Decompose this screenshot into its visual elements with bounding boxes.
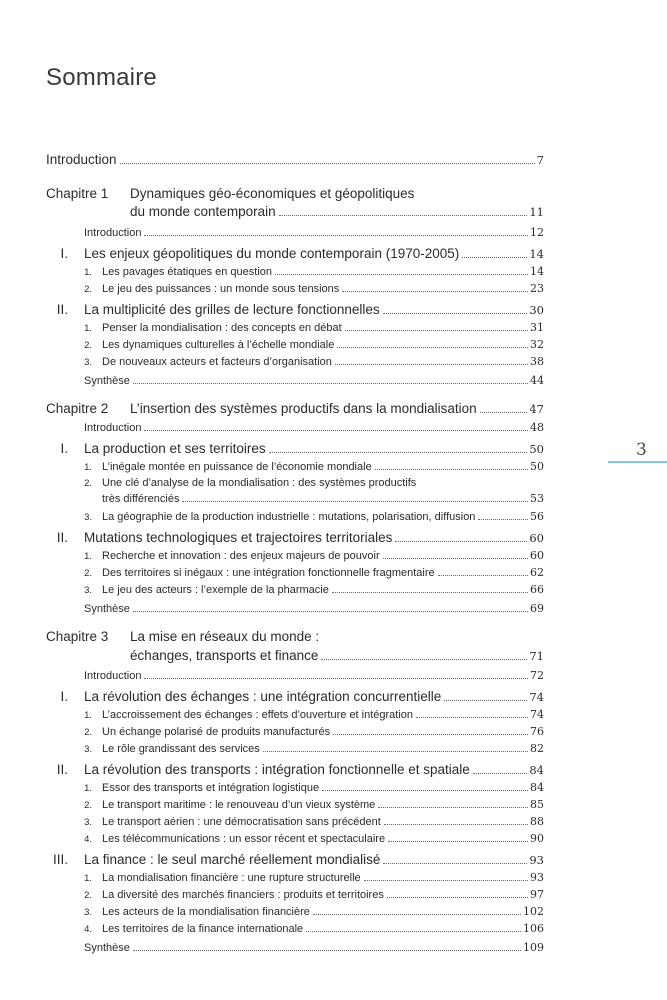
item-number: 2.	[84, 284, 92, 295]
leader-dots	[383, 558, 528, 559]
section-heading[interactable]	[46, 762, 544, 777]
chapter-label: Chapitre 3	[46, 629, 109, 644]
page-title: Sommaire	[46, 64, 157, 91]
leader-dots	[480, 412, 528, 413]
item-number: 3.	[84, 512, 92, 523]
toc-item[interactable]	[46, 510, 544, 523]
item-number: 4.	[84, 924, 92, 935]
entry-label: Introduction	[84, 422, 142, 434]
item-label: L’accroissement des échanges : effets d’ouverture et intégration	[102, 709, 414, 721]
folio-accent-rule	[608, 461, 667, 463]
section-label: La révolution des transports : intégration fonctionnelle et spatiale	[84, 762, 470, 777]
page-number: 74	[529, 690, 544, 704]
leader-dots	[313, 914, 521, 915]
leader-dots	[279, 215, 528, 216]
item-number: 1.	[84, 710, 92, 721]
page-number: 32	[530, 338, 544, 351]
item-label: Le jeu des puissances : un monde sous tensions	[102, 283, 340, 295]
section-label: La révolution des échanges : une intégration concurrentielle	[84, 689, 442, 704]
toc-item[interactable]	[46, 708, 544, 721]
page-number: 82	[530, 742, 544, 755]
leader-dots	[321, 659, 527, 660]
leader-dots	[263, 751, 528, 752]
page-number: 102	[523, 905, 544, 918]
item-label: Le jeu des acteurs : l’exemple de la pharmacie	[102, 584, 329, 596]
leader-dots	[395, 541, 527, 542]
toc-item[interactable]	[46, 871, 544, 884]
chapter-title-line2: du monde contemporain	[130, 204, 276, 219]
section-number: I.	[60, 246, 68, 261]
page-number: 69	[530, 602, 544, 615]
leader-dots	[322, 790, 528, 791]
page-number: 38	[530, 355, 544, 368]
page-number: 30	[529, 303, 544, 317]
page-number: 62	[530, 566, 544, 579]
toc-item[interactable]	[46, 781, 544, 794]
chapter-title-line2: échanges, transports et finance	[130, 648, 319, 663]
leader-dots	[342, 291, 528, 292]
page-number: 23	[530, 282, 544, 295]
item-label: Les pavages étatiques en question	[102, 266, 273, 278]
item-number: 1.	[84, 551, 92, 562]
item-number: 1.	[84, 462, 92, 473]
leader-dots	[388, 841, 528, 842]
leader-dots	[478, 519, 528, 520]
toc-entry-synthese[interactable]	[46, 941, 544, 954]
item-number: 3.	[84, 744, 92, 755]
page-number: 56	[530, 510, 544, 523]
leader-dots	[438, 575, 528, 576]
page-number: 109	[523, 941, 544, 954]
section-heading[interactable]	[46, 302, 544, 317]
toc-item[interactable]	[46, 282, 544, 295]
item-number: 4.	[84, 834, 92, 845]
item-label: Un échange polarisé de produits manufacturés	[102, 726, 331, 738]
item-label: De nouveaux acteurs et facteurs d’organisation	[102, 356, 332, 368]
item-label-line2: très différenciés	[102, 493, 180, 505]
item-number: 2.	[84, 890, 92, 901]
chapter-2-heading[interactable]	[46, 401, 544, 416]
leader-dots	[120, 163, 535, 164]
page-number: 85	[530, 798, 544, 811]
item-label: Le rôle grandissant des services	[102, 743, 260, 755]
item-number: 1.	[84, 323, 92, 334]
entry-label: Introduction	[84, 227, 142, 239]
leader-dots	[332, 592, 528, 593]
item-number: 3.	[84, 585, 92, 596]
toc-entry-synthese[interactable]	[46, 602, 544, 615]
leader-dots	[269, 452, 528, 453]
page-number: 7	[536, 153, 544, 167]
page-number: 97	[530, 888, 544, 901]
item-label: Les dynamiques culturelles à l’échelle mondiale	[102, 339, 335, 351]
page-number: 84	[530, 781, 544, 794]
item-label: Les télécommunications : un essor récent et spectaculaire	[102, 833, 386, 845]
leader-dots	[473, 773, 528, 774]
item-label: Essor des transports et intégration logistique	[102, 782, 320, 794]
page-number: 72	[530, 669, 544, 682]
toc-item[interactable]	[46, 742, 544, 755]
page-number: 90	[530, 832, 544, 845]
entry-label: Synthèse	[84, 603, 130, 615]
toc-item[interactable]	[46, 922, 544, 935]
item-label: Les territoires de la finance internationale	[102, 923, 304, 935]
leader-dots	[306, 931, 521, 932]
page-number: 53	[530, 492, 544, 505]
toc-item[interactable]	[46, 832, 544, 845]
item-number: 2.	[84, 568, 92, 579]
page-number: 50	[529, 442, 544, 456]
entry-label: Introduction	[84, 670, 142, 682]
leader-dots	[375, 469, 528, 470]
toc-item[interactable]	[46, 460, 544, 473]
leader-dots	[378, 807, 528, 808]
page-number: 60	[529, 531, 544, 545]
page-number: 12	[530, 226, 544, 239]
page-folio-number: 3	[636, 440, 647, 460]
leader-dots	[416, 717, 528, 718]
leader-dots	[275, 274, 528, 275]
leader-dots	[144, 678, 528, 679]
page-number: 93	[530, 871, 544, 884]
page-number: 48	[530, 421, 544, 434]
entry-label: Synthèse	[84, 375, 130, 387]
item-label: La géographie de la production industrielle : mutations, polarisation, diffusion	[102, 511, 476, 523]
leader-dots	[384, 824, 528, 825]
page-number: 93	[529, 853, 544, 867]
section-heading[interactable]	[46, 530, 544, 545]
item-label: L’inégale montée en puissance de l’économie mondiale	[102, 461, 372, 473]
page-number: 88	[530, 815, 544, 828]
chapter-3-heading[interactable]	[46, 629, 544, 644]
leader-dots	[133, 611, 528, 612]
page-number: 47	[529, 402, 544, 416]
chapter-title: L’insertion des systèmes productifs dans la mondialisation	[130, 401, 477, 416]
toc-item[interactable]	[46, 725, 544, 738]
toc-item[interactable]	[46, 338, 544, 351]
section-heading[interactable]	[46, 689, 544, 704]
page-number: 14	[530, 265, 544, 278]
leader-dots	[133, 950, 521, 951]
leader-dots	[333, 734, 528, 735]
section-heading[interactable]	[46, 852, 544, 867]
leader-dots	[182, 501, 528, 502]
section-number: II.	[56, 762, 68, 777]
section-number: III.	[52, 852, 68, 867]
page-number: 50	[530, 460, 544, 473]
leader-dots	[133, 383, 528, 384]
chapter-1-entry[interactable]	[46, 204, 544, 219]
toc-item[interactable]	[46, 549, 544, 562]
toc-item[interactable]	[46, 477, 544, 489]
toc-item[interactable]	[46, 321, 544, 334]
toc-entry-synthese[interactable]	[46, 374, 544, 387]
section-number: II.	[56, 530, 68, 545]
page-number: 60	[530, 549, 544, 562]
section-heading[interactable]	[46, 246, 544, 261]
section-label: Les enjeux géopolitiques du monde contemporain (1970-2005)	[84, 246, 460, 261]
entry-label: Synthèse	[84, 942, 130, 954]
item-number: 1.	[84, 783, 92, 794]
section-label: La finance : le seul marché réellement mondialisé	[84, 852, 381, 867]
item-label: La mondialisation financière : une rupture structurelle	[102, 872, 361, 884]
page-number: 14	[529, 247, 544, 261]
item-number: 2.	[84, 340, 92, 351]
item-number: 2.	[84, 727, 92, 738]
leader-dots	[383, 313, 528, 314]
leader-dots	[144, 430, 528, 431]
item-label: Les acteurs de la mondialisation financière	[102, 906, 310, 918]
item-number: 1.	[84, 267, 92, 278]
leader-dots	[337, 347, 528, 348]
item-number: 3.	[84, 907, 92, 918]
toc-item[interactable]	[46, 265, 544, 278]
page-number: 11	[529, 205, 544, 219]
page-number: 44	[530, 374, 544, 387]
section-heading[interactable]	[46, 441, 544, 456]
toc-item[interactable]	[46, 888, 544, 901]
item-number: 3.	[84, 357, 92, 368]
section-number: II.	[56, 302, 68, 317]
toc-item[interactable]	[46, 798, 544, 811]
item-label: Penser la mondialisation : des concepts en débat	[102, 322, 342, 334]
toc-item[interactable]	[46, 583, 544, 596]
leader-dots	[387, 897, 528, 898]
item-label: La diversité des marchés financiers : produits et territoires	[102, 889, 384, 901]
toc-entry-ch2-introduction[interactable]	[46, 421, 544, 434]
toc-item[interactable]	[46, 566, 544, 579]
item-number: 3.	[84, 817, 92, 828]
chapter-1-heading[interactable]	[46, 186, 544, 201]
leader-dots	[345, 330, 528, 331]
chapter-title-line1: La mise en réseaux du monde :	[130, 629, 320, 644]
page-number: 74	[530, 708, 544, 721]
item-label: Le transport maritime : le renouveau d’un vieux système	[102, 799, 376, 811]
section-label: La production et ses territoires	[84, 441, 266, 456]
chapter-label: Chapitre 2	[46, 401, 109, 416]
leader-dots	[462, 257, 527, 258]
item-label: Le transport aérien : une démocratisation sans précédent	[102, 816, 381, 828]
chapter-label: Chapitre 1	[46, 186, 109, 201]
page-number: 71	[529, 649, 544, 663]
toc-item[interactable]	[46, 815, 544, 828]
chapter-3-entry[interactable]	[46, 648, 544, 663]
page-number: 106	[523, 922, 544, 935]
leader-dots	[364, 880, 528, 881]
page-number: 76	[530, 725, 544, 738]
toc-entry-ch3-introduction[interactable]	[46, 669, 544, 682]
page-number: 84	[529, 763, 544, 777]
leader-dots	[383, 863, 527, 864]
section-number: I.	[60, 441, 68, 456]
section-label: La multiplicité des grilles de lecture fonctionnelles	[84, 302, 380, 317]
leader-dots	[144, 235, 528, 236]
toc-item[interactable]	[46, 905, 544, 918]
toc-entry-ch1-introduction[interactable]	[46, 226, 544, 239]
leader-dots	[335, 364, 528, 365]
item-number: 1.	[84, 873, 92, 884]
item-number: 2.	[84, 478, 92, 489]
item-label: Recherche et innovation : des enjeux majeurs de pouvoir	[102, 550, 380, 562]
chapter-title-line1: Dynamiques géo-économiques et géopolitiques	[130, 186, 415, 201]
entry-label: Introduction	[46, 152, 117, 167]
section-number: I.	[60, 689, 68, 704]
section-label: Mutations technologiques et trajectoires territoriales	[84, 530, 393, 545]
page-number: 31	[530, 321, 544, 334]
page-number: 66	[530, 583, 544, 596]
item-label: Une clé d’analyse de la mondialisation : des systèmes productifs	[102, 477, 417, 489]
toc-item-continuation[interactable]	[46, 492, 544, 505]
item-label: Des territoires si inégaux : une intégration fonctionnelle fragmentaire	[102, 567, 435, 579]
toc-item[interactable]	[46, 355, 544, 368]
leader-dots	[444, 700, 527, 701]
toc-entry-introduction[interactable]	[46, 152, 544, 167]
item-number: 2.	[84, 800, 92, 811]
